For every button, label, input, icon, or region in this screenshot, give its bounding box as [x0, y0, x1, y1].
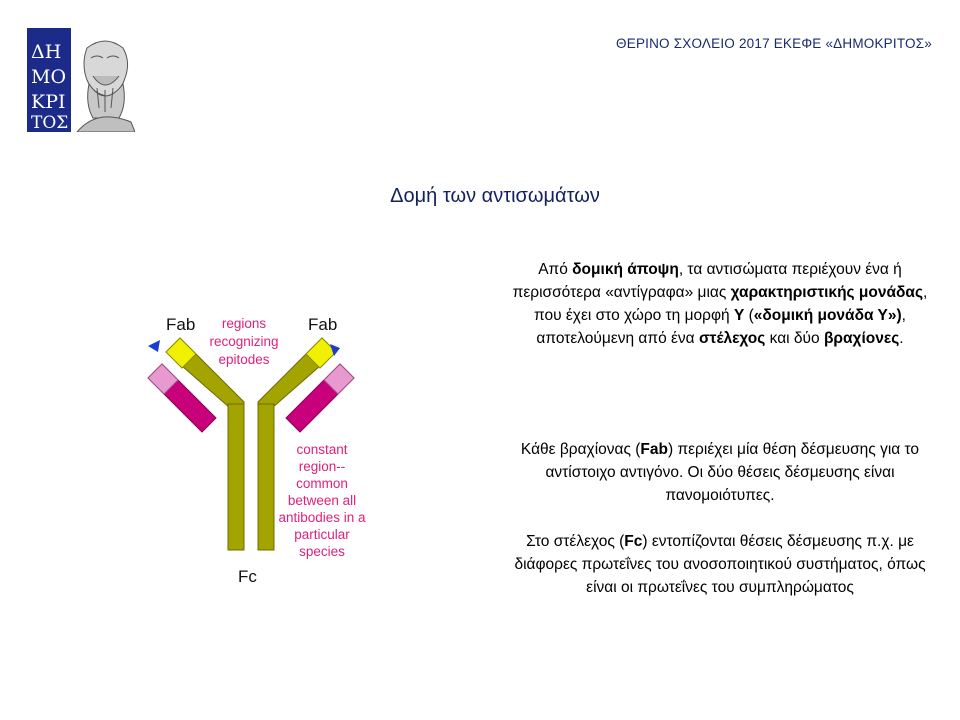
p1-bold-1: δομική άποψη [572, 261, 679, 278]
p1-bold-4: «δομική μονάδα Υ») [753, 307, 902, 324]
p1-text-6: και δύο [765, 330, 824, 347]
p1-bold-6: βραχίονες [823, 330, 900, 347]
p3-text-1: Στο στέλεχος ( [526, 533, 625, 550]
left-arrow-icon [148, 340, 160, 352]
logo-letters-2: ΜΟ [31, 66, 67, 88]
svg-text:epitodes: epitodes [218, 352, 270, 367]
p2-text-1: Κάθε βραχίονας ( [520, 441, 641, 458]
paragraph-fc [505, 530, 935, 599]
svg-text:regions: regions [221, 316, 267, 331]
p2-text-2: ) περιέχει μία θέση δέσμευσης για το αντίστοιχο αντιγόνο. Οι δύο θέσεις δέσμευσης είναι πανομοιότυπες. [545, 441, 920, 504]
p1-text-7: . [899, 330, 904, 347]
constant-region-label [278, 442, 366, 559]
svg-text:recognizing: recognizing [209, 334, 279, 349]
paragraph-fab [505, 438, 935, 507]
svg-text:region--: region-- [298, 459, 346, 474]
fab-left-label: Fab [166, 315, 196, 334]
regions-label [209, 316, 278, 367]
svg-text:between all: between all [287, 493, 357, 508]
p1-text-3: , που έχει στο χώρο τη μορφή [534, 284, 928, 324]
p1-text-1: Από [538, 261, 573, 278]
svg-text:constant: constant [296, 442, 348, 457]
logo-letters-3: ΚΡΙ [31, 91, 66, 113]
p1-bold-2: χαρακτηριστικής μονάδας [730, 284, 923, 301]
p2-bold-1: Fab [640, 441, 668, 458]
p1-bold-5: στέλεχος [698, 330, 766, 347]
p3-bold-1: Fc [624, 533, 643, 550]
antibody-diagram [140, 300, 400, 590]
svg-text:particular: particular [294, 527, 350, 542]
svg-text:common: common [296, 476, 348, 491]
logo-letters-1: ΔΗ [31, 41, 62, 63]
fab-right-label: Fab [308, 315, 338, 334]
logo-bust-drawing [77, 41, 135, 132]
paragraph-structure [505, 258, 935, 350]
fc-label: Fc [238, 567, 257, 586]
demokritos-logo [27, 28, 135, 132]
light-chains [148, 364, 354, 432]
svg-text:species: species [299, 544, 345, 559]
logo-letters-4: ΤΟΣ [31, 113, 69, 132]
header-title: ΘΕΡΙΝΟ ΣΧΟΛΕΙΟ 2017 ΕΚΕΦΕ «ΔΗΜΟΚΡΙΤΟΣ» [616, 36, 932, 51]
slide-title: Δομή των αντισωμάτων [390, 185, 600, 207]
p3-text-2: ) εντοπίζονται θέσεις δέσμευσης π.χ. με διάφορες πρωτεΐνες του ανοσοποιητικού συστήματος, όπως είναι οι πρωτεΐνες του συμπληρώματος [514, 533, 926, 596]
svg-text:antibodies in a: antibodies in a [278, 510, 366, 525]
p1-text-4: ( [744, 307, 754, 324]
p1-text-5: , αποτελούμενη από ένα [536, 307, 906, 347]
p1-bold-3: Υ [733, 307, 745, 324]
p1-text-2: , τα αντισώματα περιέχουν ένα ή περισσότερα «αντίγραφα» μιας [512, 261, 902, 301]
